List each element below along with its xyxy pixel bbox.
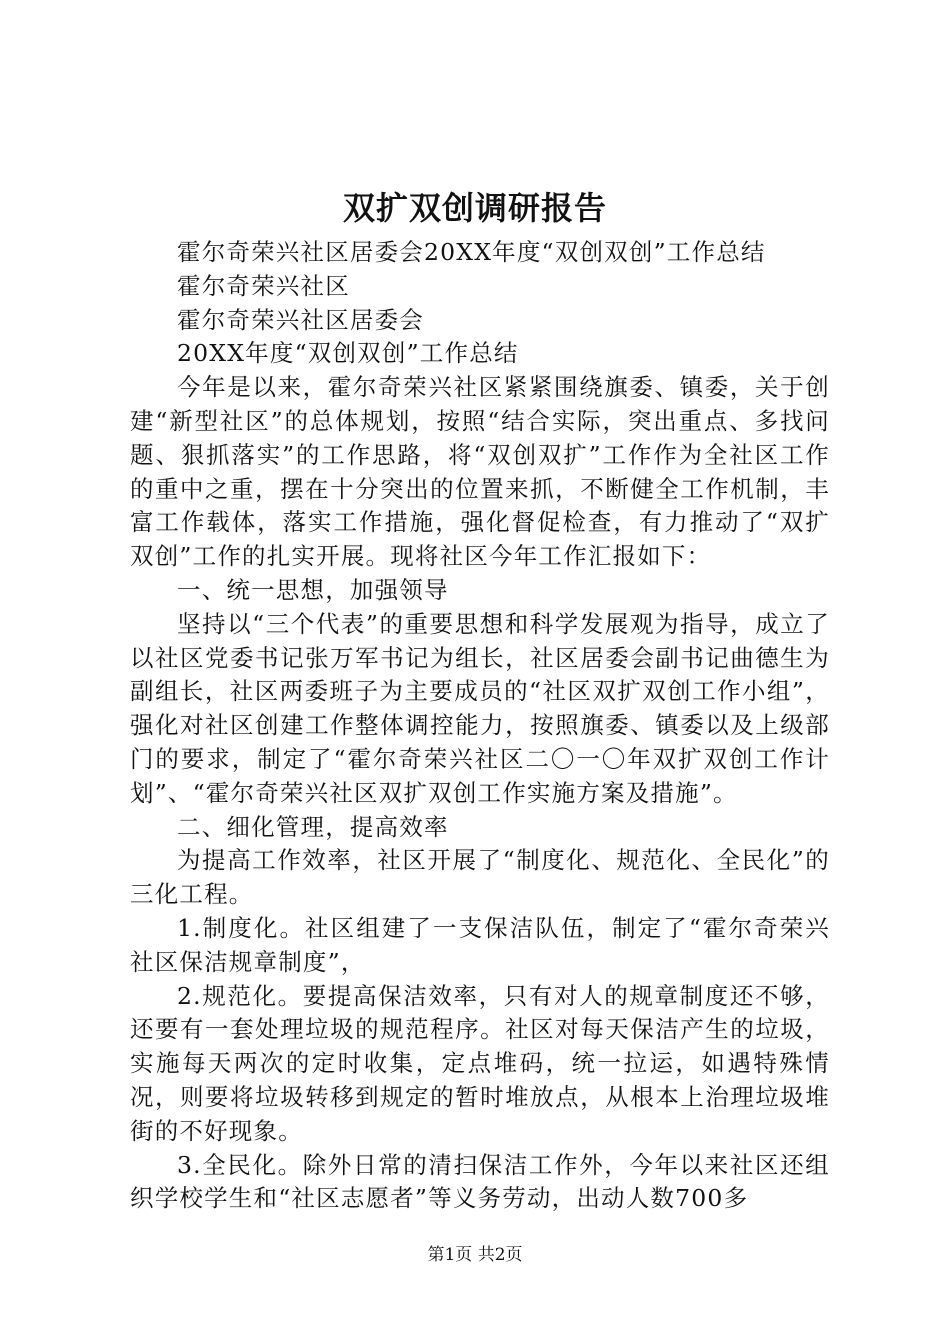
paragraph-community-name: 霍尔奇荣兴社区 bbox=[177, 271, 350, 300]
list-item-public-participation: 3.全民化。除外日常的清扫保洁工作外，今年以来社区还组织学校学生和“社区志愿者”等义务劳动，出动人数700多 bbox=[130, 1150, 830, 1213]
list-item-standardization: 2.规范化。要提高保洁效率，只有对人的规章制度还不够，还要有一套处理垃圾的规范程序。社区对每天保洁产生的垃圾，实施每天两次的定时收集，定点堆码，统一拉运，如遇特殊情况，则要将垃圾转移到规定的暂时堆放点，从根本上治理垃圾堆街的不好现象。 bbox=[130, 981, 830, 1145]
paragraph-summary-heading: 霍尔奇荣兴社区居委会20XX年度“双创双创”工作总结 bbox=[177, 238, 766, 266]
page-footer: 第1页 共2页 bbox=[427, 1245, 523, 1265]
section-heading-1: 一、统一思想，加强领导 bbox=[177, 575, 449, 604]
paragraph-intro: 今年是以来，霍尔奇荣兴社区紧紧围绕旗委、镇委，关于创建“新型社区”的总体规划，按照“结合实际，突出重点、多找问题、狠抓落实”的工作思路，将“双创双扩”工作作为全社区工作的重中之重，摆在十分突出的位置来抓，不断健全工作机制，丰富工作载体，落实工作措施，强化督促检查，有力推动了“双扩双创”工作的扎实开展。现将社区今年工作汇报如下： bbox=[130, 373, 830, 571]
section-heading-2: 二、细化管理，提高效率 bbox=[177, 812, 449, 841]
document-title: 双扩双创调研报告 bbox=[342, 189, 607, 227]
paragraph-summary-subtitle: 20XX年度“双创双创”工作总结 bbox=[177, 339, 519, 368]
paragraph-section-2: 为提高工作效率，社区开展了“制度化、规范化、全民化”的三化工程。 bbox=[130, 846, 830, 909]
paragraph-committee-name: 霍尔奇荣兴社区居委会 bbox=[177, 305, 424, 334]
document-body bbox=[130, 236, 830, 1216]
list-item-institutionalization: 1.制度化。社区组建了一支保洁队伍，制定了“霍尔奇荣兴社区保洁规章制度”， bbox=[130, 913, 830, 976]
paragraph-section-1: 坚持以“三个代表”的重要思想和科学发展观为指导，成立了以社区党委书记张万军书记为组长，社区居委会副书记曲德生为副组长，社区两委班子为主要成员的“社区双扩双创工作小组”，强化对社区创建工作整体调控能力，按照旗委、镇委以及上级部门的要求，制定了“霍尔奇荣兴社区二〇一〇年双扩双创工作计划”、“霍尔奇荣兴社区双扩双创工作实施方案及措施”。 bbox=[130, 609, 830, 807]
